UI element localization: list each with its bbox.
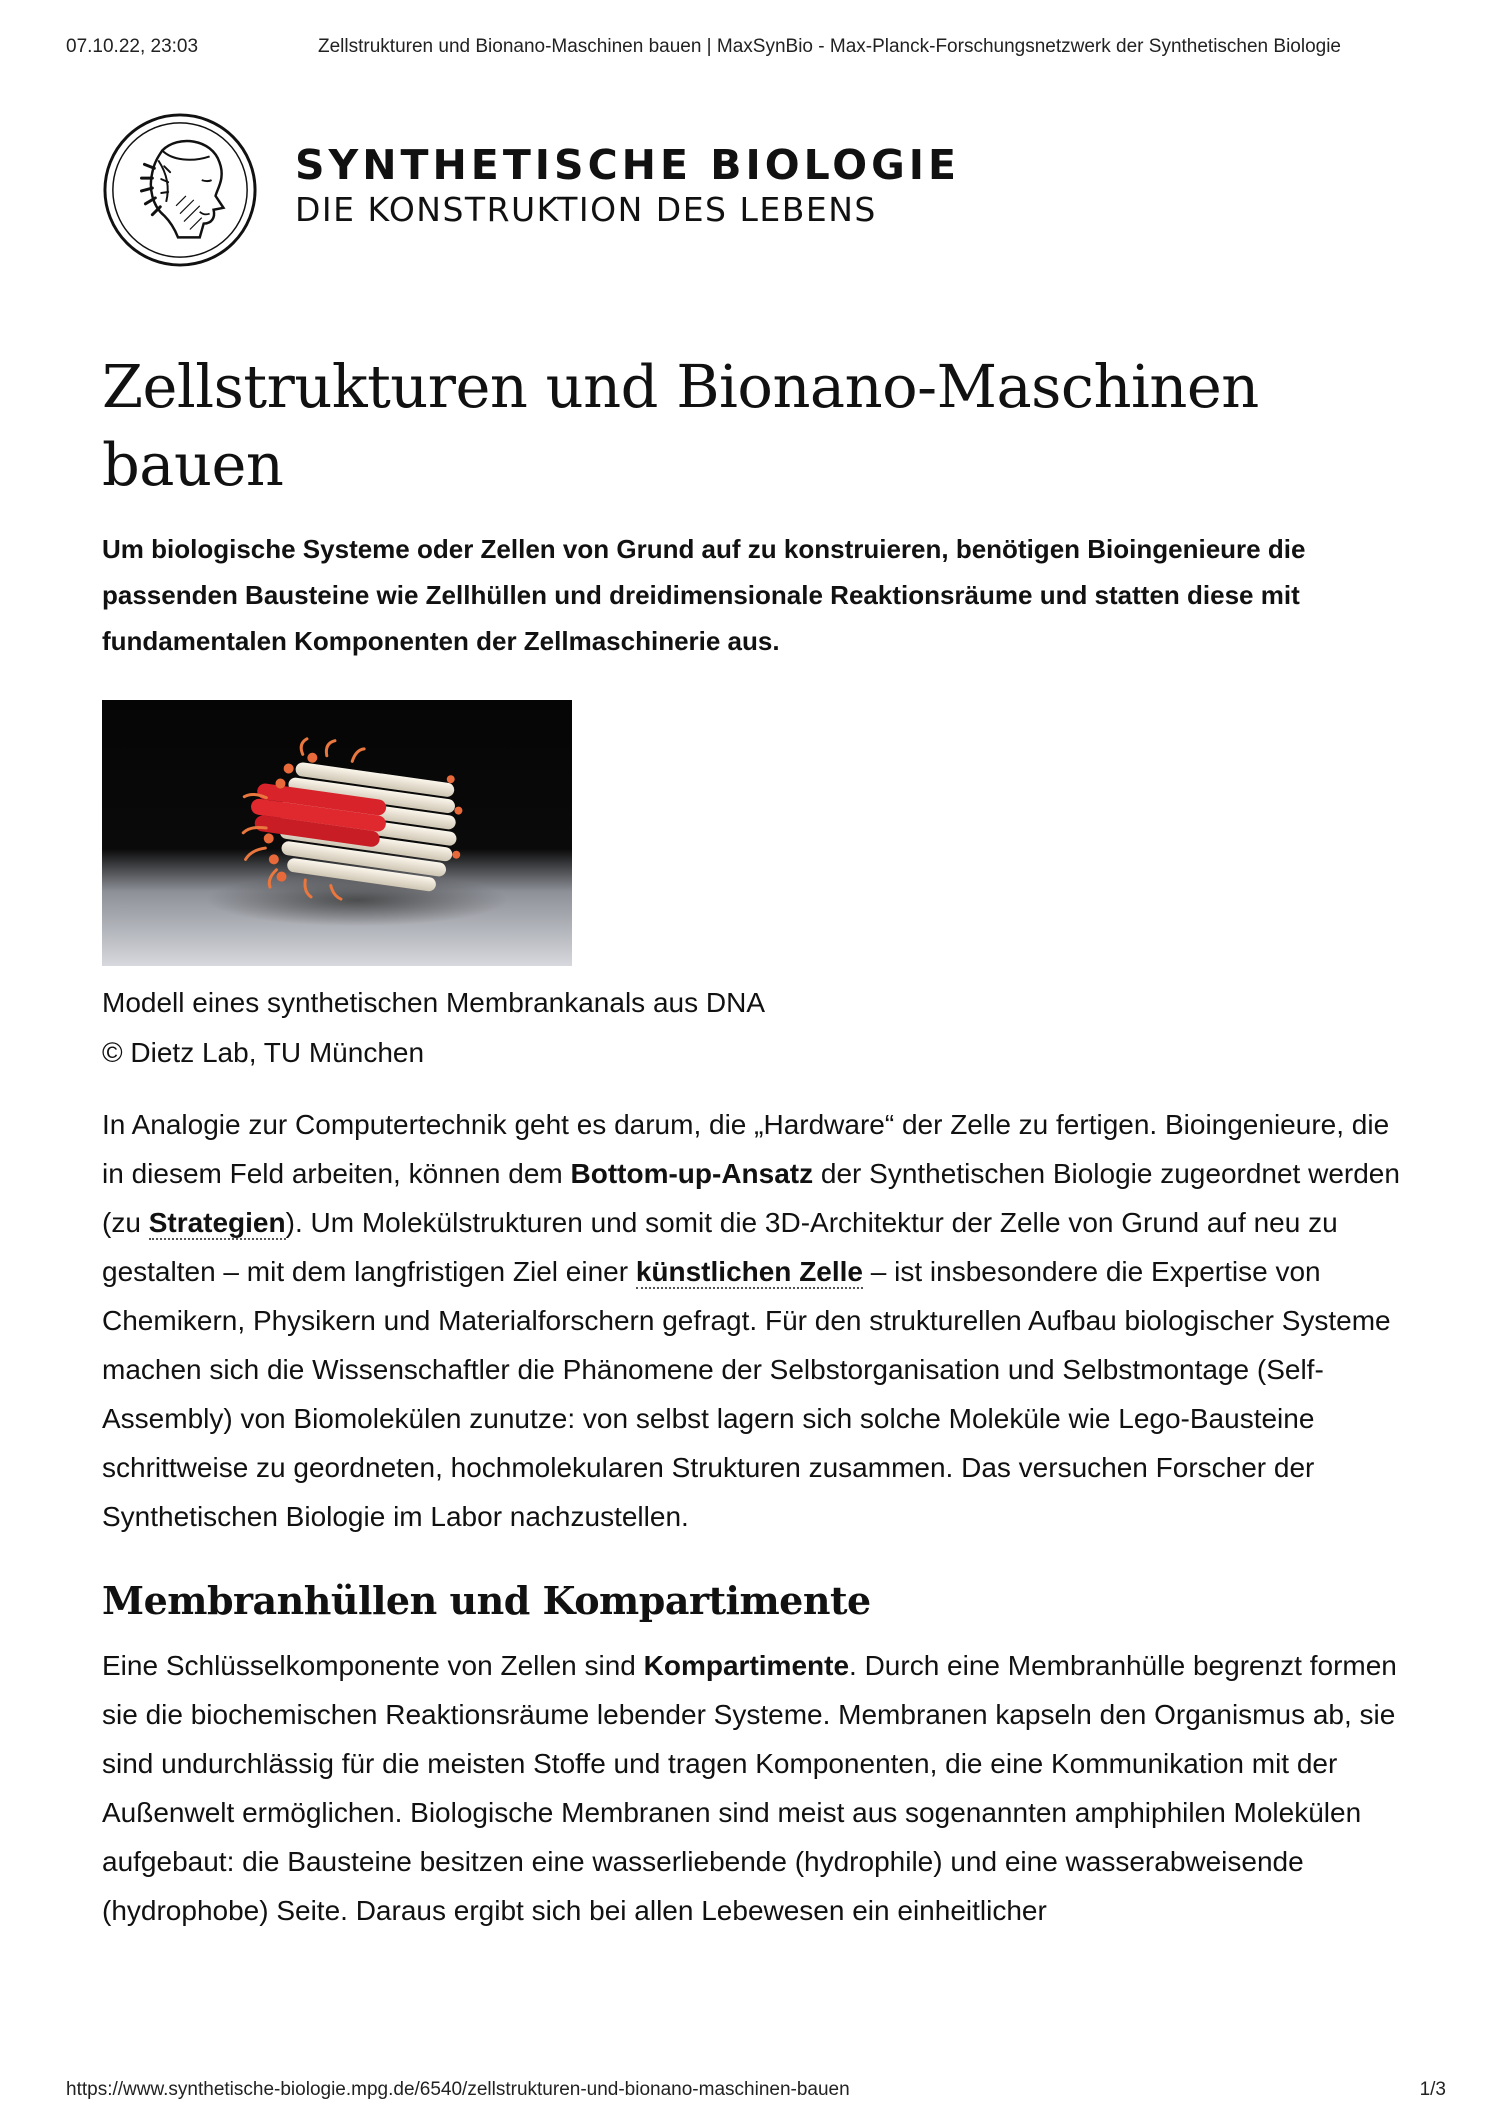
bold-term-bottom-up: Bottom-up-Ansatz	[570, 1158, 814, 1189]
brand-text[interactable]	[295, 143, 960, 231]
dna-membrane-channel-photo[interactable]	[102, 700, 572, 966]
link-kuenstliche-zelle[interactable]: künstlichen Zelle	[635, 1256, 863, 1287]
print-url: https://www.synthetische-biologie.mpg.de/6540/zellstrukturen-und-bionano-maschinen-bauen	[66, 2079, 850, 2100]
paragraph-kompartimente	[102, 1641, 1412, 1935]
paragraph-text: . Durch eine Membranhülle begrenzt formen sie die biochemischen Reaktionsräume lebender Systeme. Membranen kapseln den Organismus ab, sie sind undurchlässig für die meisten Stoffe und tragen Komponenten, die eine Kommunikation mit der Außenwelt ermöglichen. Biologische Membranen sind meist aus sogenannten amphiphilen Molekülen aufgebaut: die Bausteine besitzen eine wasserliebende (hydrophile) und eine wasserabweisende (hydrophobe) Seite. Daraus ergibt sich bei allen Lebewesen ein einheitlicher	[102, 1650, 1397, 1926]
article-figure	[102, 700, 1412, 1078]
paragraph-text: der Synthetischen Biologie zugeordnet werden (zu	[102, 1158, 1400, 1238]
site-title[interactable]: SYNTHETISCHE BIOLOGIE	[295, 141, 961, 189]
page-title: Zellstrukturen und Bionano-Maschinen bauen	[102, 352, 1259, 499]
link-strategien[interactable]: Strategien	[148, 1207, 286, 1238]
print-document-title: Zellstrukturen und Bionano-Maschinen bauen | MaxSynBio - Max-Planck-Forschungsnetzwerk der Synthetischen Biologie	[318, 36, 1342, 57]
article-lead: Um biologische Systeme oder Zellen von Grund auf zu konstruieren, benötigen Bioingenieure die passenden Bausteine wie Zellhüllen und dreidimensionale Reaktionsräume und statten diese mit fundamentalen Komponenten der Zellmaschinerie aus.	[102, 534, 1306, 656]
print-date: 07.10.22, 23:03	[66, 36, 199, 57]
caption-credit: © Dietz Lab, TU München	[102, 1037, 425, 1068]
paragraph-text: – ist insbesondere die Expertise von Chemikern, Physikern und Materialforschern gefragt. Für den strukturellen Aufbau biologischer Systeme machen sich die Wissenschaftler die Phänomene der Selbstorganisation und Selbstmontage (Self-Assembly) von Biomolekülen zunutze: von selbst lagern sich solche Moleküle wie Lego-Bausteine schrittweise zu geordneten, hochmolekularen Strukturen zusammen. Das versuchen Forscher der Synthetischen Biologie im Labor nachzustellen.	[102, 1256, 1391, 1532]
section-heading-membranhuellen: Membranhüllen und Kompartimente	[102, 1578, 871, 1623]
caption-text: Modell eines synthetischen Membrankanals aus DNA	[102, 987, 765, 1018]
paragraph-hardware	[102, 1100, 1412, 1541]
site-subtitle: DIE KONSTRUKTION DES LEBENS	[295, 190, 877, 229]
bold-term-kompartimente: Kompartimente	[643, 1650, 850, 1681]
paragraph-text: ). Um Molekülstrukturen und somit die 3D-Architektur der Zelle von Grund auf neu zu gestalten – mit dem langfristigen Ziel einer	[102, 1207, 1338, 1287]
figure-caption	[102, 978, 1412, 1078]
paragraph-text: In Analogie zur Computertechnik geht es darum, die „Hardware“ der Zelle zu fertigen. Bioingenieure, die in diesem Feld arbeiten, können dem	[102, 1109, 1390, 1189]
article	[102, 348, 1412, 1935]
minerva-emblem-icon[interactable]	[101, 111, 259, 269]
page-number: 1/3	[1419, 2079, 1446, 2100]
paragraph-text: Eine Schlüsselkomponente von Zellen sind	[102, 1650, 644, 1681]
